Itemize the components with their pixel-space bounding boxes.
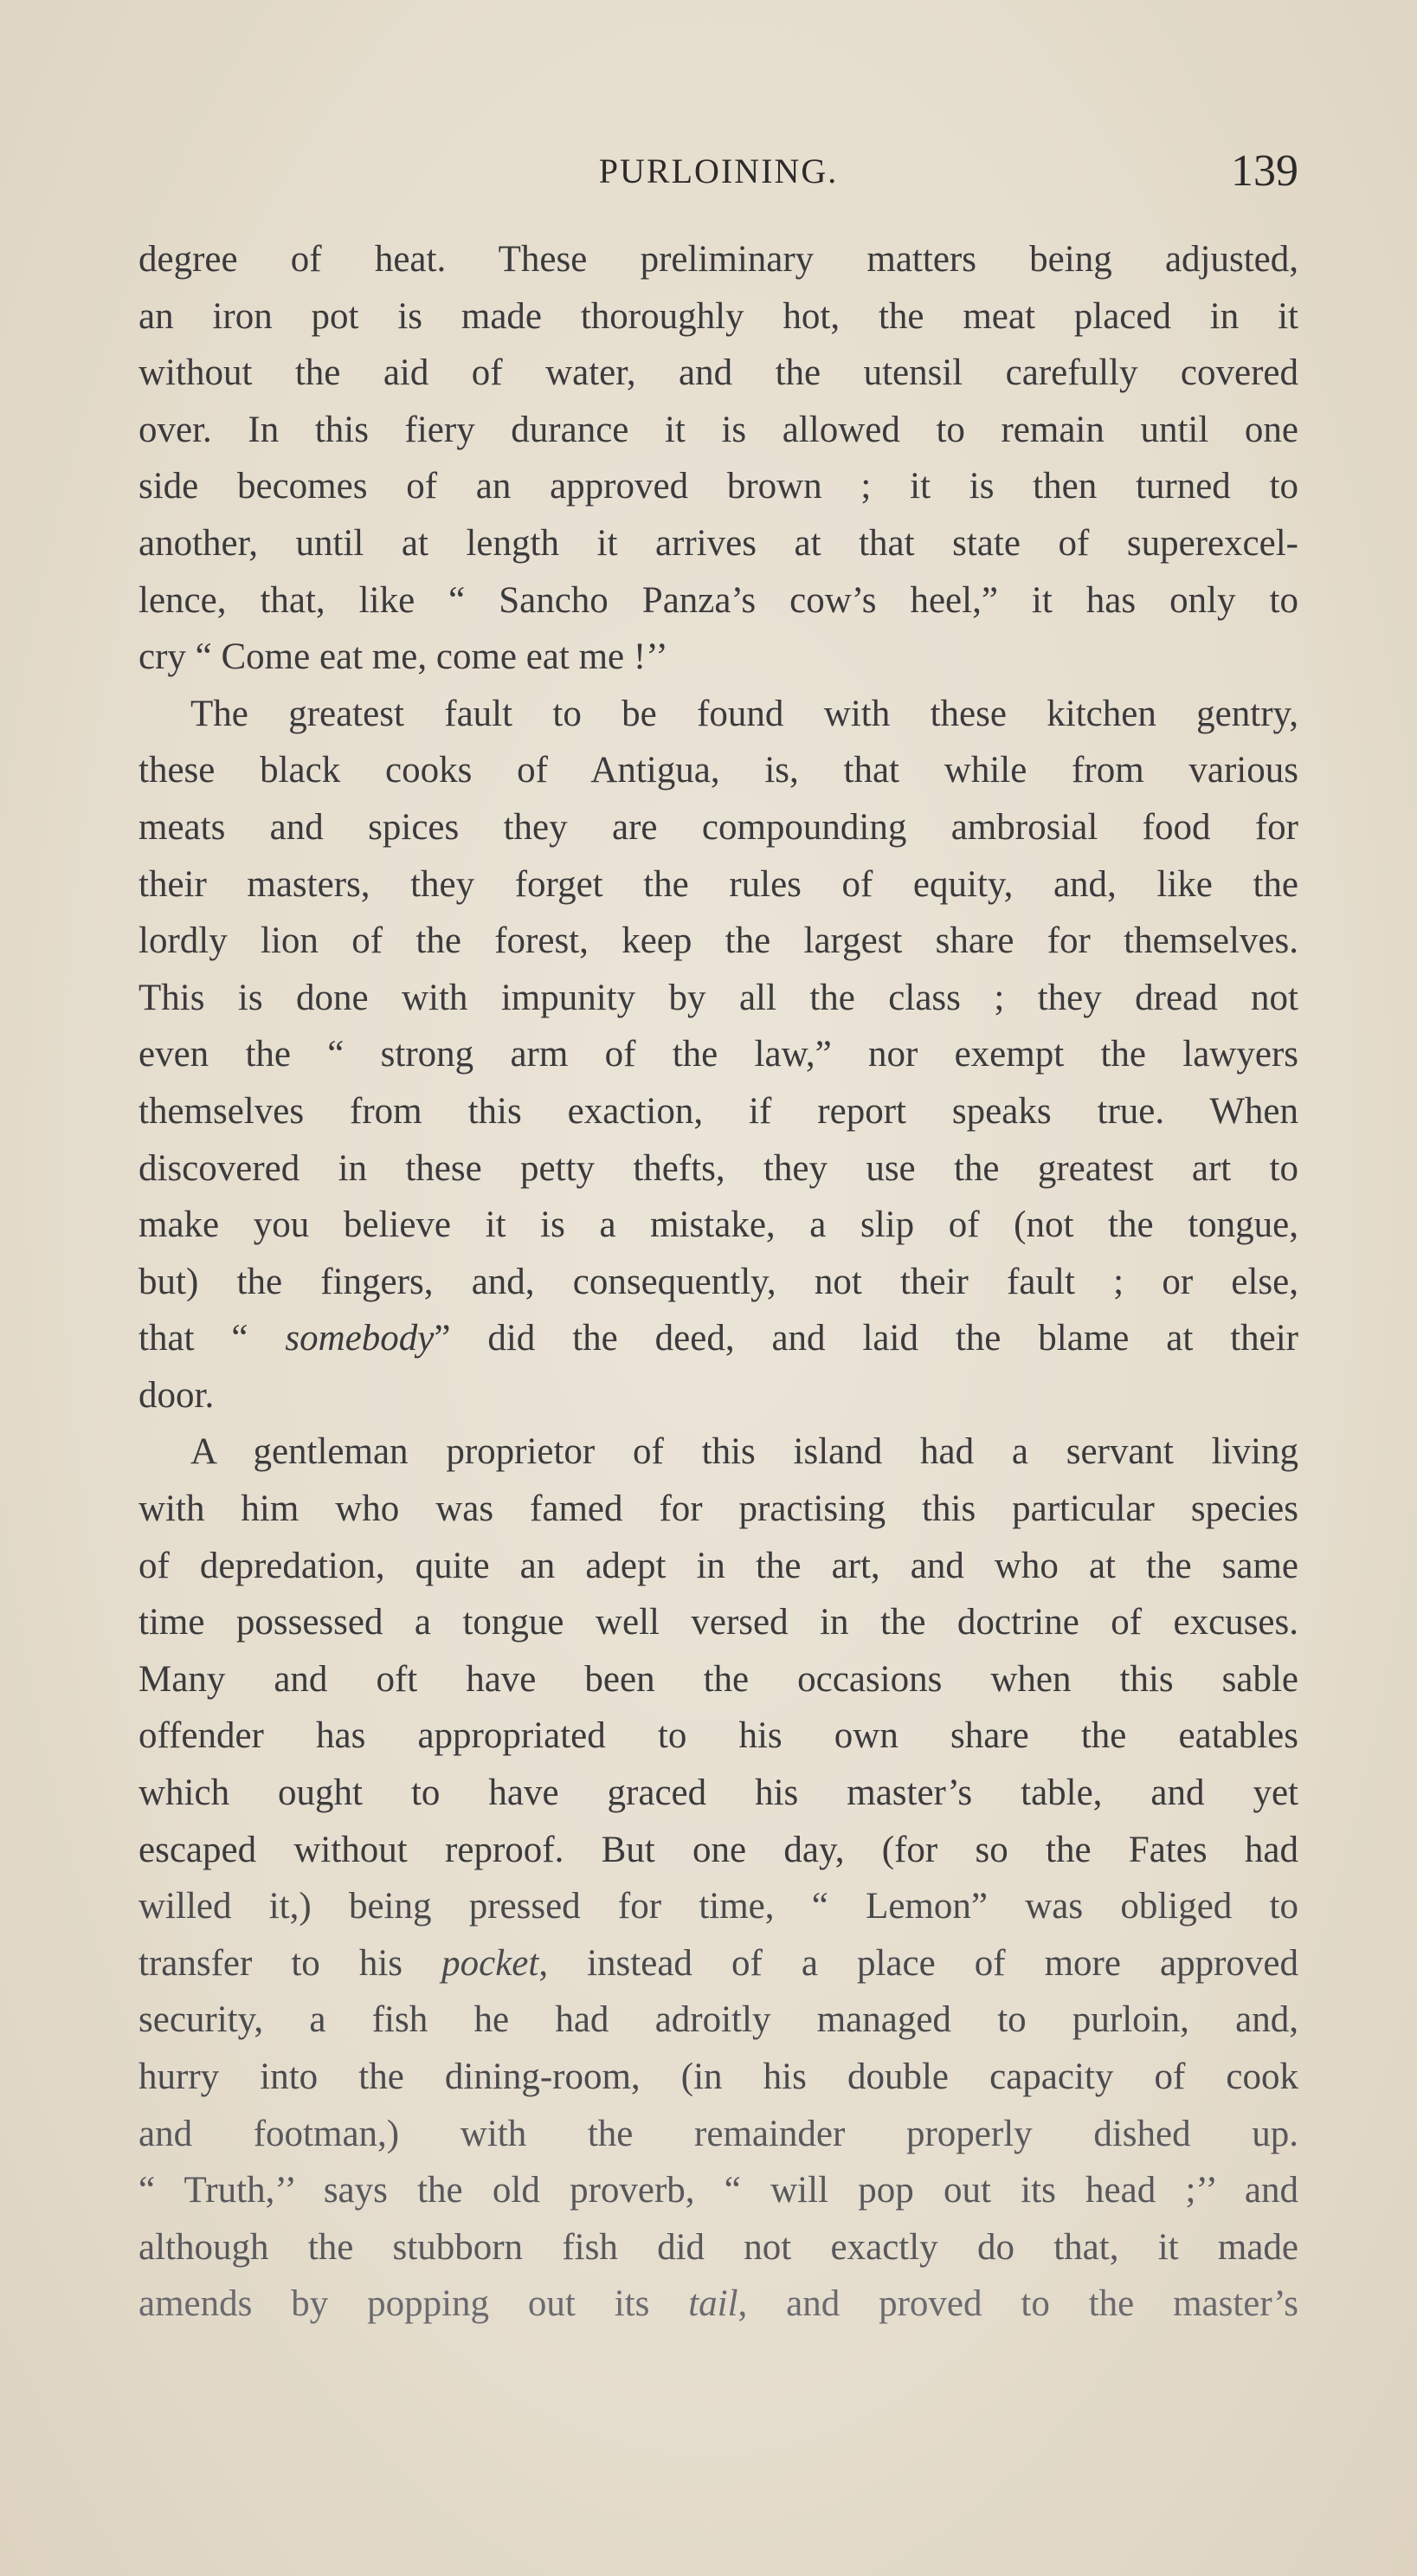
text-line: but) the fingers, and, consequently, not their fault ; or else, — [138, 1261, 1298, 1302]
paragraph-start-line: The greatest fault to be found with these kitchen gentry, — [190, 693, 1298, 734]
running-head: PURLOINING. — [598, 152, 839, 190]
italic-word: pocket — [441, 1942, 539, 1984]
text-line: security, a fish he had adroitly managed to purloin, and, — [138, 1999, 1298, 2041]
text-line: with him who was famed for practising this particular species — [138, 1488, 1298, 1530]
italic-word: tail — [688, 2283, 738, 2325]
text-line-with-italic — [138, 2276, 1298, 2333]
text-line: over. In this fiery durance it is allowed to remain until one — [138, 409, 1298, 450]
page-header — [138, 145, 1298, 206]
italic-word: somebody — [285, 1318, 435, 1359]
text-line: even the “ strong arm of the law,” nor exempt the lawyers — [138, 1034, 1298, 1075]
text-line: degree of heat. These preliminary matters being adjusted, — [138, 239, 1298, 280]
text-line: escaped without reproof. But one day, (for so the Fates had — [138, 1829, 1298, 1870]
text-line: side becomes of an approved brown ; it is then turned to — [138, 466, 1298, 507]
paragraph-end-line: cry “ Come eat me, come eat me !’’ — [138, 636, 668, 678]
text-line: meats and spices they are compounding ambrosial food for — [138, 806, 1298, 848]
text-line: willed it,) being pressed for time, “ Lemon” was obliged to — [138, 1886, 1298, 1927]
text-line: another, until at length it arrives at that state of superexcel- — [138, 522, 1298, 564]
line-segment: amends by popping out its — [138, 2283, 689, 2325]
text-line: lence, that, like “ Sancho Panza’s cow’s heel,” it has only to — [138, 579, 1298, 621]
text-line: lordly lion of the forest, keep the largest share for themselves. — [138, 920, 1298, 962]
body-text — [138, 231, 1298, 2333]
text-line: make you believe it is a mistake, a slip of (not the tongue, — [138, 1204, 1298, 1246]
text-line: This is done with impunity by all the class ; they dread not — [138, 977, 1298, 1018]
text-line-with-italic — [138, 1310, 1298, 1367]
text-line: without the aid of water, and the utensil carefully covered — [138, 352, 1298, 394]
text-line: and footman,) with the remainder properly dished up. — [138, 2113, 1298, 2154]
text-line: offender has appropriated to his own share the eatables — [138, 1715, 1298, 1757]
text-line: time possessed a tongue well versed in the doctrine of excuses. — [138, 1602, 1298, 1643]
page-number: 139 — [1231, 146, 1298, 196]
text-line: an iron pot is made thoroughly hot, the meat placed in it — [138, 295, 1298, 337]
paragraph-start-line: A gentleman proprietor of this island had a servant living — [190, 1431, 1298, 1473]
line-segment: transfer to his — [138, 1942, 442, 1984]
text-line: discovered in these petty thefts, they use the greatest art to — [138, 1147, 1298, 1189]
line-segment: , instead of a place of more approved — [538, 1942, 1298, 1984]
text-line: of depredation, quite an adept in the art, and who at the same — [138, 1545, 1298, 1586]
text-line: themselves from this exaction, if report speaks true. When — [138, 1090, 1298, 1132]
paragraph-end-line: door. — [138, 1374, 215, 1416]
line-segment: that “ — [138, 1318, 286, 1359]
text-line: these black cooks of Antigua, is, that while from various — [138, 750, 1298, 791]
text-line: their masters, they forget the rules of equity, and, like the — [138, 863, 1298, 905]
text-line: “ Truth,’’ says the old proverb, “ will pop out its head ;’’ and — [138, 2170, 1298, 2211]
line-segment: ” did the deed, and laid the blame at their — [434, 1318, 1298, 1359]
text-line: although the stubborn fish did not exactly do that, it made — [138, 2226, 1298, 2268]
text-line: hurry into the dining-room, (in his double capacity of cook — [138, 2056, 1298, 2097]
line-segment: , and proved to the master’s — [737, 2283, 1298, 2325]
text-line: which ought to have graced his master’s table, and yet — [138, 1772, 1298, 1814]
text-line: Many and oft have been the occasions when this sable — [138, 1658, 1298, 1700]
text-line-with-italic — [138, 1935, 1298, 1992]
